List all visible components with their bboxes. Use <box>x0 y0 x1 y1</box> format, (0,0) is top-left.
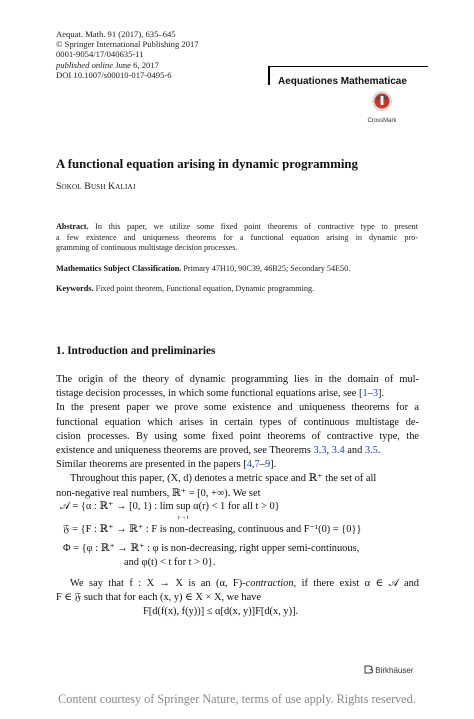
ref-link[interactable]: 3.3 <box>313 445 327 457</box>
contraction-term: contraction <box>245 578 294 589</box>
msc-text: Primary 47H10, 90C39, 46B25; Secondary 54E50. <box>183 264 351 273</box>
definition-phi: Φ = {φ : ℝ⁺ → ℝ⁺ : φ is non-decreasing, right upper semi-continuous, <box>63 543 360 554</box>
ref-link[interactable]: 9 <box>264 459 271 471</box>
article-metadata <box>56 29 199 80</box>
journal-name: Aequationes Mathematicae <box>278 76 407 87</box>
contraction-line: We say that f : X → X is an (α, F)-contraction, if there exist α ∈ 𝒜 and <box>70 578 419 589</box>
msc-label: Mathematics Subject Classification. <box>56 264 182 273</box>
copyright: © Springer International Publishing 2017 <box>56 39 199 50</box>
published-online <box>56 60 199 70</box>
journal-banner <box>268 66 428 85</box>
intro-line: functional equation which arises in certain types of continuous multistage de- <box>56 416 419 428</box>
contraction-paragraph <box>56 577 419 605</box>
abstract-label: Abstract. <box>56 222 89 231</box>
crossmark-badge[interactable] <box>362 90 402 124</box>
ref-link[interactable]: 3.4 <box>331 445 345 457</box>
definition-phi-cont: and φ(t) < t for t > 0}. <box>124 557 216 568</box>
definition-alpha <box>60 500 280 514</box>
ref-link[interactable]: 3 <box>372 388 379 400</box>
publisher-logo <box>364 665 413 675</box>
ref-link[interactable]: 7 <box>254 459 260 471</box>
ref-link[interactable]: 4 <box>246 459 252 471</box>
contraction-equation: F[d(f(x), f(y))] ≤ α[d(x, y)]F[d(x, y)]. <box>143 606 299 617</box>
intro-line: cision processes. By using some fixed point theorems of contractive type, the <box>56 430 419 442</box>
publisher-name: Birkhäuser <box>375 666 414 675</box>
intro-line: existence and uniqueness theorems are proved, see Theorems 3.3, 3.4 and 3.5. <box>56 445 381 457</box>
keywords-label: Keywords. <box>56 284 94 293</box>
paper-title: A functional equation arising in dynamic programming <box>56 157 358 171</box>
citation: Aequat. Math. 91 (2017), 635–645 <box>56 29 176 39</box>
intro-line: Similar theorems are presented in the papers [4,7–9]. <box>56 459 277 471</box>
intro-line: Throughout this paper, (X, d) denotes a metric space and ℝ⁺ the set of all <box>70 473 377 485</box>
doi[interactable]: DOI 10.1007/s00010-017-0495-6 <box>56 69 172 80</box>
intro-paragraph <box>56 373 419 501</box>
issn: 0001-9054/17/040635-11 <box>56 49 144 60</box>
intro-line: non-negative real numbers, ℝ⁺ = [0, +∞). We set <box>56 487 261 499</box>
abstract <box>56 222 418 254</box>
intro-line: tistage decision processes, in which some functional equations arise, see [1–3]. <box>56 388 385 400</box>
msc <box>56 264 350 275</box>
published-label: published online <box>56 59 114 70</box>
contraction-line: F ∈ 𝔉 such that for each (x, y) ∈ X × X, we have <box>56 592 261 604</box>
keywords <box>56 284 314 295</box>
footer-notice: Content courtesy of Springer Nature, terms of use apply. Rights reserved. <box>58 692 416 706</box>
birkhauser-icon <box>364 666 375 675</box>
definition-alpha-text: 𝒜 = {α : ℝ⁺ → [0, 1) : lim sup α(r) < 1 for all t > 0} <box>60 501 280 512</box>
section-heading: 1. Introduction and preliminaries <box>56 345 216 357</box>
crossmark-label: CrossMark <box>367 118 397 124</box>
crossmark-icon <box>371 90 393 112</box>
definition-frak-f: 𝔉 = {F : ℝ⁺ → ℝ⁺ : F is non-decreasing, continuous and F⁻¹(0) = {0}} <box>63 524 362 535</box>
ref-link[interactable]: 1 <box>362 388 368 400</box>
intro-line: The origin of the theory of dynamic programming lies in the domain of mul- <box>56 374 419 385</box>
abstract-line: a few existence and uniqueness theorems for a functional equation arising in dynamic pro- <box>56 232 418 242</box>
published-date: June 6, 2017 <box>115 59 159 70</box>
ref-link[interactable]: 3.5 <box>364 445 378 457</box>
author: Sokol Bush Kaliaj <box>56 181 136 192</box>
abstract-line: gramming of continuous multistage decision processes. <box>56 243 238 253</box>
abstract-text: In this paper, we utilize some fixed point theorems of contractive type to present <box>95 222 418 231</box>
intro-line: In the present paper we prove some existence and uniqueness theorems for a <box>56 402 419 414</box>
abstract-line <box>56 222 418 233</box>
limsup-subscript: r→t <box>178 514 189 521</box>
keywords-text: Fixed point theorem, Functional equation, Dynamic programming. <box>95 284 315 293</box>
